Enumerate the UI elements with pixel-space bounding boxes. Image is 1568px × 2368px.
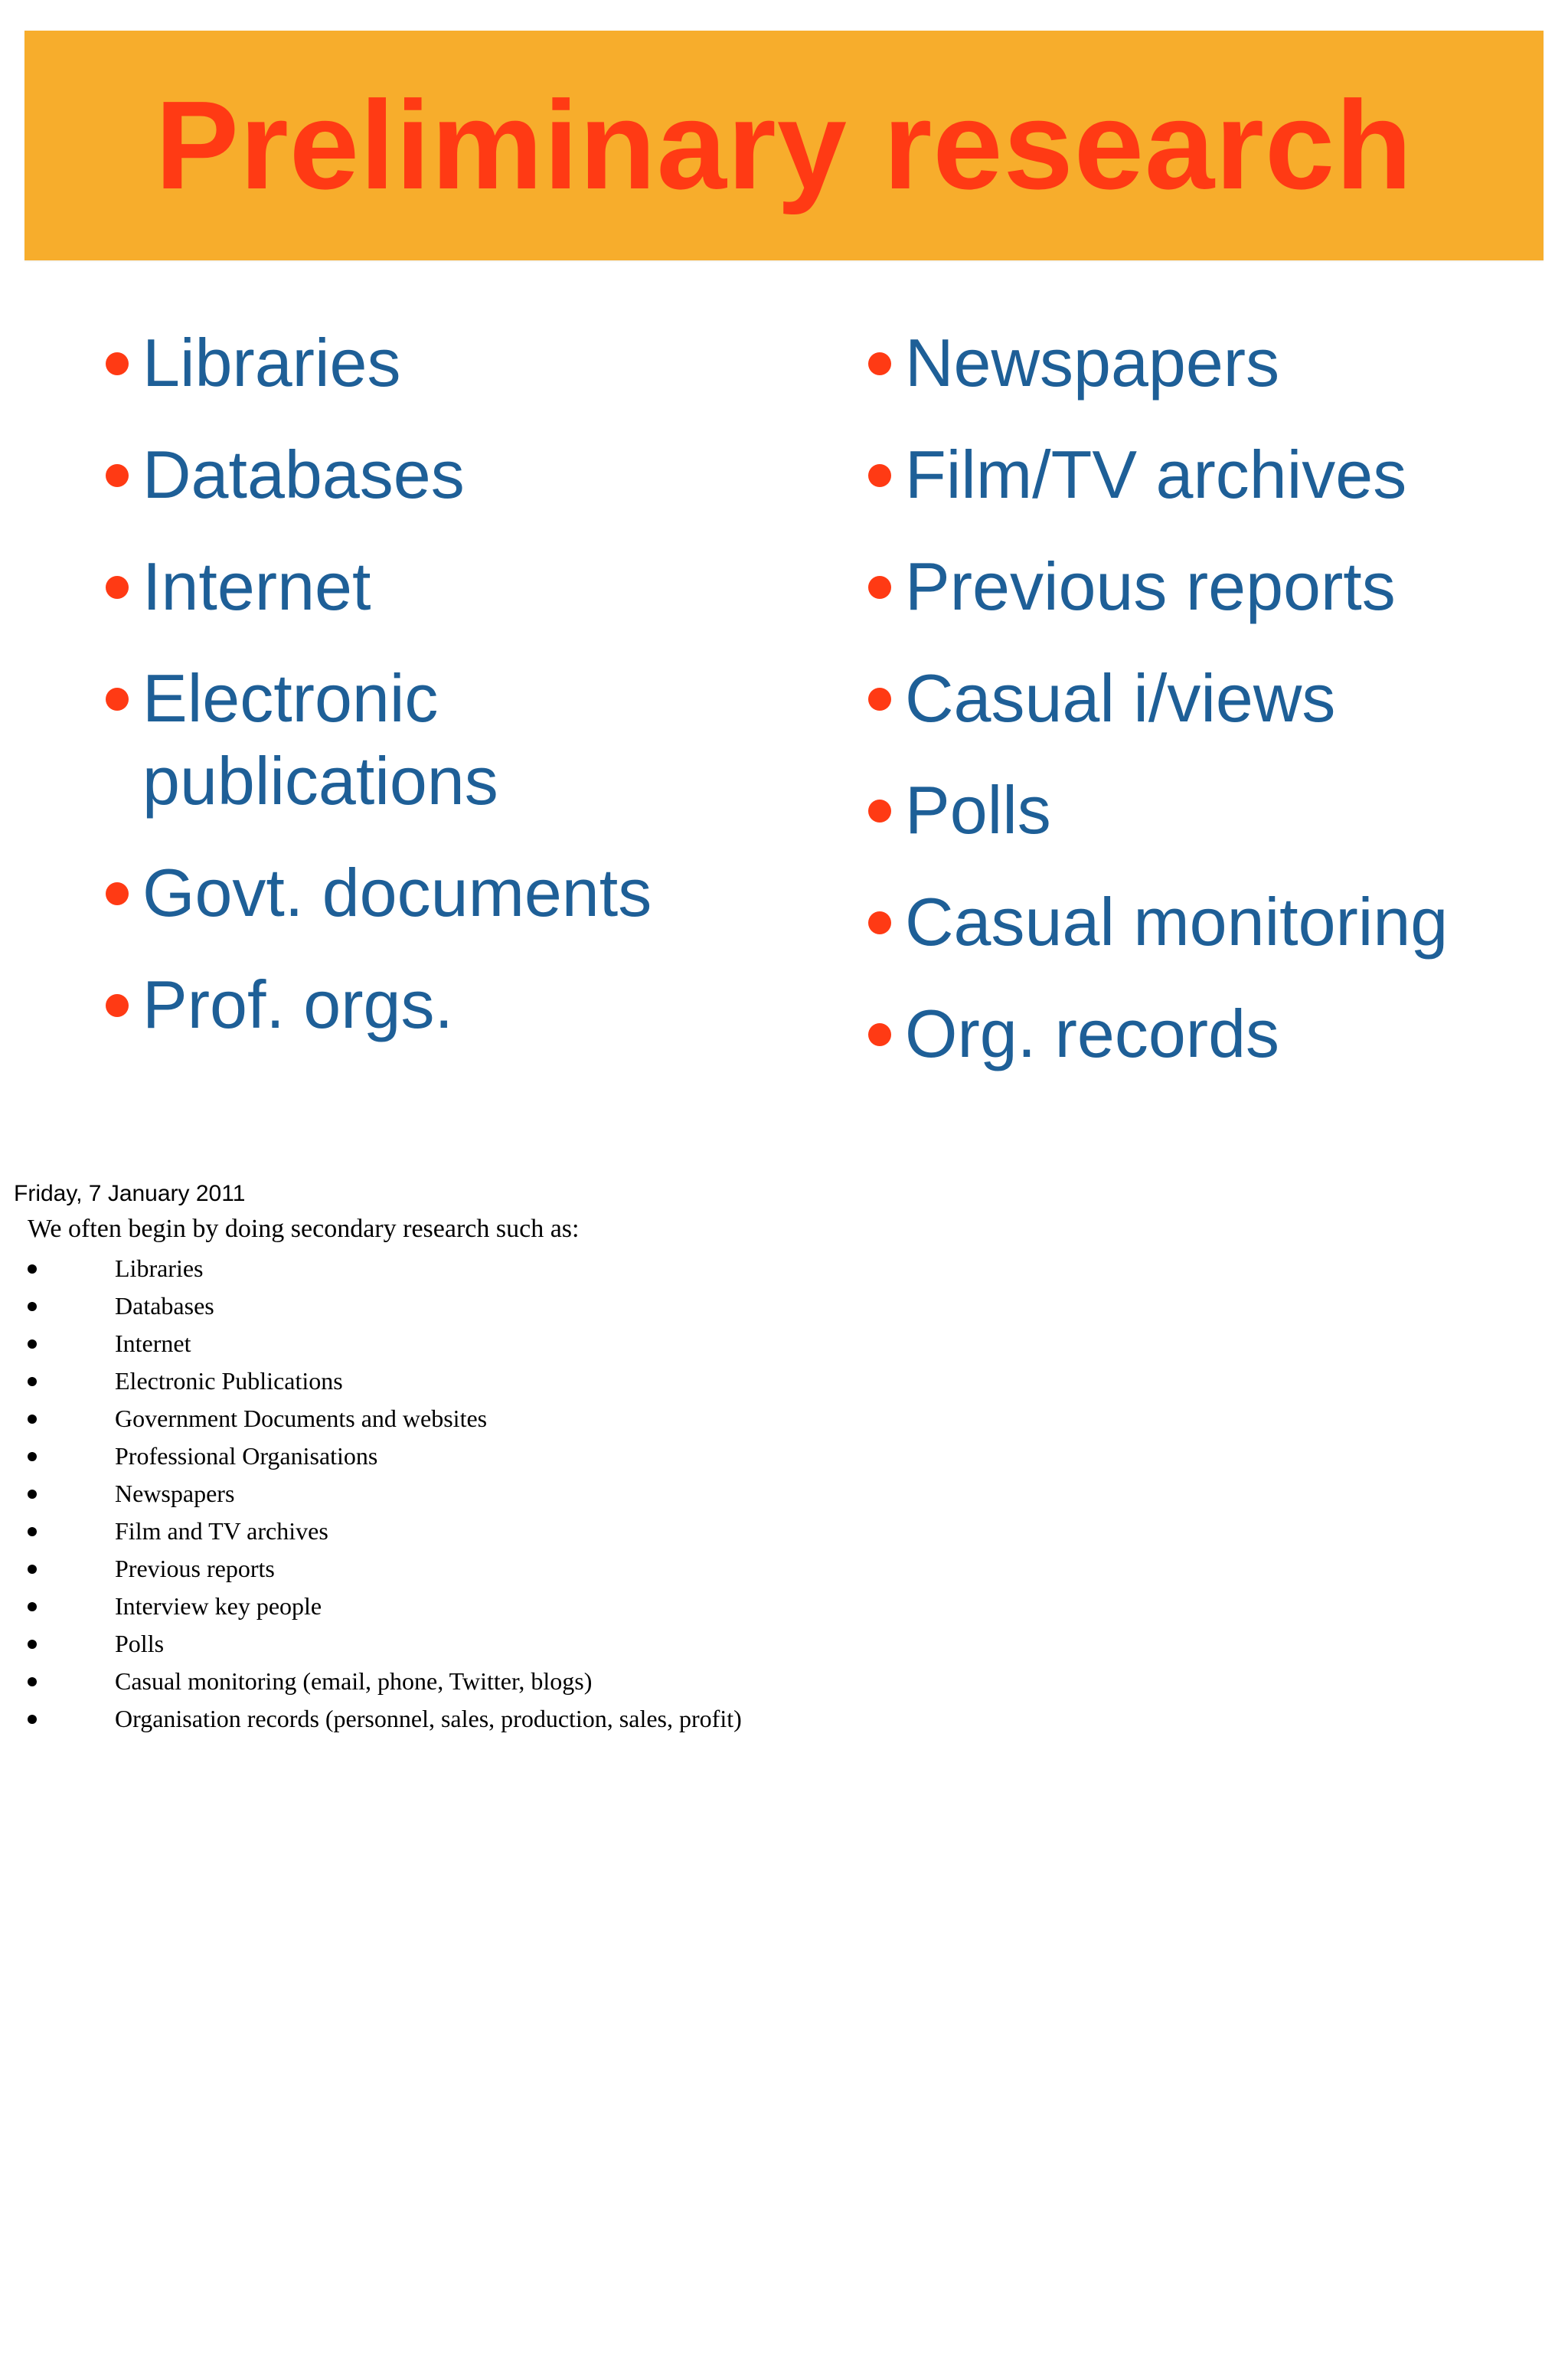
notes-item-label: Newspapers bbox=[115, 1480, 235, 1507]
list-item-label: Databases bbox=[142, 437, 465, 512]
bullet-icon bbox=[28, 1339, 37, 1349]
list-item-label: Internet bbox=[142, 548, 371, 624]
list-item-label: Film/TV archives bbox=[905, 437, 1407, 512]
list-item-label: Libraries bbox=[142, 325, 401, 401]
bullet-icon bbox=[106, 688, 129, 711]
list-item bbox=[864, 433, 1553, 516]
list-item bbox=[101, 963, 805, 1046]
bullet-icon bbox=[28, 1602, 37, 1611]
bullet-icon bbox=[28, 1302, 37, 1311]
bullet-icon bbox=[28, 1677, 37, 1686]
list-item bbox=[101, 545, 805, 628]
notes-item-label: Databases bbox=[115, 1292, 214, 1320]
list-item bbox=[101, 657, 632, 823]
list-item-label: Prof. orgs. bbox=[142, 966, 453, 1042]
bullet-icon bbox=[868, 911, 891, 934]
notes-item-label: Professional Organisations bbox=[115, 1442, 378, 1470]
bullet-icon bbox=[106, 882, 129, 905]
list-item bbox=[864, 322, 1553, 404]
list-item-label: Org. records bbox=[905, 996, 1280, 1071]
list-item bbox=[864, 657, 1553, 740]
notes-intro: We often begin by doing secondary research such as: bbox=[28, 1215, 580, 1243]
right-bullet-list bbox=[864, 322, 1553, 1104]
notes-item-label: Libraries bbox=[115, 1254, 204, 1282]
list-item-label: Newspapers bbox=[905, 325, 1280, 401]
bullet-icon bbox=[106, 994, 129, 1017]
bullet-icon bbox=[28, 1527, 37, 1536]
notes-date: Friday, 7 January 2011 bbox=[14, 1181, 246, 1206]
bullet-icon bbox=[28, 1640, 37, 1649]
bullet-icon bbox=[868, 688, 891, 711]
bullet-icon bbox=[868, 352, 891, 375]
notes-item-label: Internet bbox=[115, 1330, 191, 1357]
bullet-icon bbox=[28, 1264, 37, 1274]
bullet-icon bbox=[28, 1415, 37, 1424]
slide bbox=[0, 0, 1568, 1103]
bullet-icon bbox=[28, 1565, 37, 1574]
list-item bbox=[101, 433, 805, 516]
list-item-label: Govt. documents bbox=[142, 855, 652, 931]
bullet-icon bbox=[868, 1023, 891, 1046]
notes-item-label: Electronic Publications bbox=[115, 1367, 343, 1395]
bullet-icon bbox=[106, 576, 129, 599]
list-item-label: Previous reports bbox=[905, 548, 1396, 624]
bullet-icon bbox=[28, 1377, 37, 1386]
left-bullet-list bbox=[101, 322, 805, 1075]
notes-item-label: Organisation records (personnel, sales, production, sales, profit) bbox=[115, 1705, 742, 1732]
bullet-icon bbox=[106, 352, 129, 375]
list-item bbox=[864, 769, 1553, 852]
list-item-label: Polls bbox=[905, 772, 1051, 848]
title-bar bbox=[24, 31, 1544, 260]
notes-item-label: Interview key people bbox=[115, 1592, 322, 1620]
bullet-icon bbox=[868, 576, 891, 599]
notes-item-label: Film and TV archives bbox=[115, 1517, 328, 1545]
bullet-icon bbox=[28, 1715, 37, 1724]
bullet-icon bbox=[868, 800, 891, 823]
notes-item-label: Previous reports bbox=[115, 1555, 275, 1582]
list-item-label: Casual monitoring bbox=[905, 884, 1449, 960]
bullet-icon bbox=[28, 1490, 37, 1499]
notes-item-label: Polls bbox=[115, 1630, 165, 1657]
bullet-icon bbox=[868, 464, 891, 487]
list-item bbox=[101, 852, 805, 934]
bullet-icon bbox=[106, 464, 129, 487]
list-item bbox=[864, 993, 1553, 1075]
slide-title: Preliminary research bbox=[155, 75, 1413, 215]
bullet-icon bbox=[28, 1452, 37, 1461]
notes-item-label: Government Documents and websites bbox=[115, 1405, 488, 1432]
list-item bbox=[864, 545, 1553, 628]
list-item-label: Electronic publications bbox=[142, 660, 498, 819]
notes-item-label: Casual monitoring (email, phone, Twitter, blogs) bbox=[115, 1667, 593, 1695]
list-item bbox=[864, 881, 1553, 963]
list-item bbox=[101, 322, 805, 404]
list-item-label: Casual i/views bbox=[905, 660, 1336, 736]
